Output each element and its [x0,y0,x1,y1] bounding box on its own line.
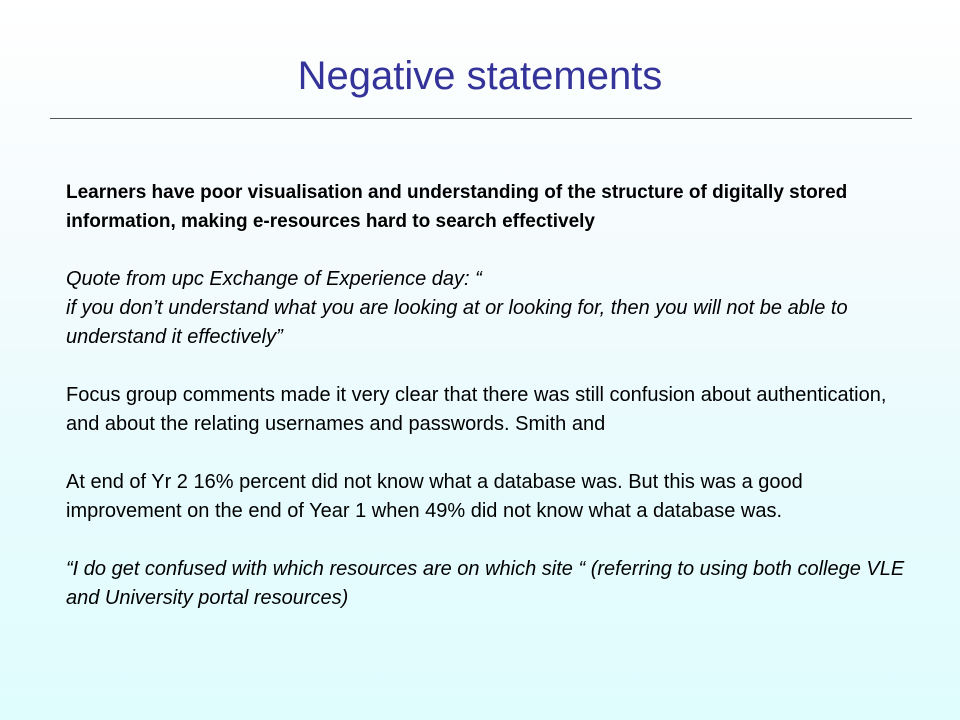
spacer [66,526,912,555]
confused-quote: “I do get confused with which resources are on which site “ (referring to using both college VLE and University portal resources) [66,558,905,609]
slide-body [66,178,912,613]
spacer [66,236,912,265]
learners-statement: Learners have poor visualisation and understanding of the structure of digitally stored information, making e-resources hard to search effectively [66,182,848,232]
title-divider [50,118,912,119]
spacer [66,439,912,468]
quote-text: if you don’t understand what you are looking at or looking for, then you will not be able to understand it effectively” [66,297,848,348]
spacer [66,352,912,381]
year-2-statistic: At end of Yr 2 16% percent did not know what a database was. But this was a good improvement on the end of Year 1 when 49% did not know what a database was. [66,471,803,522]
focus-group-comment: Focus group comments made it very clear that there was still confusion about authentication, and about the relating usernames and passwords. Smith and [66,384,887,435]
quote-intro: Quote from upc Exchange of Experience day: “ [66,268,482,290]
slide-title: Negative statements [297,54,663,98]
